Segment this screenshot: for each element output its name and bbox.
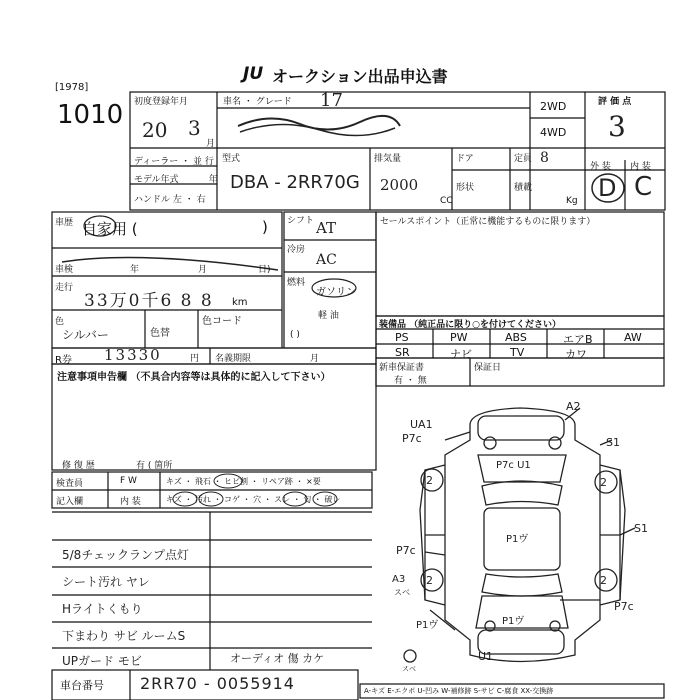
- audio-note: オーディオ 傷 カケ: [230, 652, 325, 665]
- cc-unit: CC: [440, 196, 453, 206]
- repair-label: 修 復 歴: [62, 461, 95, 471]
- grade-label: 評 価 点: [598, 97, 632, 107]
- color-value: シルバー: [62, 328, 109, 342]
- mark-a3: A3: [392, 574, 406, 585]
- model-year-label: モデル年式 年: [134, 175, 218, 185]
- inspection-label: 車検: [55, 265, 74, 275]
- exterior-label: 外 装: [590, 162, 611, 172]
- checker-int: 内 装: [120, 497, 141, 507]
- displacement-label: 排気量: [374, 154, 402, 164]
- first-reg-year: 20: [142, 118, 168, 142]
- equip-sr: SR: [395, 346, 410, 359]
- mark-p7c-left: P7c: [396, 544, 416, 557]
- mark-wheel-rl: 2: [426, 574, 433, 587]
- interior-label: 内 装: [630, 162, 651, 172]
- equip-abs: ABS: [505, 331, 527, 344]
- warranty-value: 有 ・ 無: [394, 376, 427, 386]
- shape-label: 形状: [456, 183, 475, 193]
- shift-value: AT: [316, 219, 337, 237]
- diesel-label: 軽 油: [318, 311, 339, 321]
- mark-wheel-fr: 2: [600, 476, 607, 489]
- equipment-label: 装備品 （純正品に限り○を付けてください）: [379, 320, 561, 330]
- history-value: 自家用 (: [82, 220, 138, 238]
- fuel-value: ガソリン: [316, 287, 356, 298]
- mark-p1-c: P1ヴ: [416, 620, 439, 631]
- equip-leather: カワ: [565, 348, 587, 361]
- dealer-label: ディーラー ・ 並 行: [134, 157, 214, 167]
- interior-value: C: [634, 172, 653, 202]
- equip-tv: TV: [510, 346, 525, 359]
- damage-legend: A-キズ E-エクボ U-凹み W-補修跡 S-サビ C-腐食 XX-交換跡: [364, 687, 554, 695]
- note-line-4: 下まわり サビ ルームS: [62, 629, 186, 643]
- mark-ua1: UA1: [410, 418, 433, 431]
- deadline-label: 名義期限: [215, 354, 252, 364]
- type-label: 型式: [222, 154, 241, 164]
- mark-p7c-right: P7c: [614, 600, 634, 613]
- door-label: ドア: [456, 154, 474, 164]
- fuel-paren: ( ): [290, 330, 300, 340]
- mark-p1-a: P1ヴ: [506, 534, 529, 545]
- inspection-month-unit: 月: [198, 265, 208, 275]
- car-name-label: 車名 ・ グレード: [223, 97, 292, 107]
- type-value: DBA - 2RR70G: [230, 172, 360, 193]
- note-line-2: シート汚れ ヤレ: [62, 575, 150, 589]
- checker-fw: F W: [120, 476, 137, 486]
- mark-p7c-top: P7c: [402, 432, 422, 445]
- mileage-unit: km: [232, 297, 248, 308]
- color-change-label: 色替: [150, 328, 170, 339]
- aircon-value: AC: [316, 252, 337, 268]
- displacement-value: 2000: [380, 176, 419, 194]
- car-name-value: 17: [320, 90, 343, 111]
- capacity-value: 8: [540, 150, 549, 166]
- notes-label: 注意事項申告欄 （不具合内容等は具体的に記入して下さい）: [57, 372, 331, 383]
- recycle-label: R券: [55, 355, 72, 366]
- checker-label-2: 記入欄: [56, 497, 84, 507]
- color-label: 色: [55, 317, 65, 327]
- drive-4wd: 4WD: [540, 126, 567, 139]
- shift-label: シフト: [287, 216, 315, 226]
- equip-aw: AW: [624, 331, 642, 344]
- equip-airbag: エアB: [563, 333, 593, 346]
- warranty-label: 新車保証書: [379, 363, 425, 373]
- month-unit: 月: [206, 139, 216, 149]
- grade-value: 3: [608, 110, 626, 143]
- kg-unit: Kg: [566, 196, 578, 206]
- capacity-label: 定員: [514, 154, 533, 164]
- mark-s1-a: S1: [606, 436, 620, 449]
- load-label: 積載: [514, 183, 533, 193]
- history-label: 車歴: [55, 218, 74, 228]
- recycle-value: 13330: [104, 346, 162, 364]
- chassis-value: 2RR70 - 0055914: [140, 674, 295, 693]
- aircon-label: 冷房: [287, 245, 306, 255]
- sales-point-label: セールスポイント（正常に機能するものに限ります）: [380, 217, 596, 227]
- mark-wheel-fl: 2: [426, 474, 433, 487]
- mark-s1-b: S1: [634, 522, 648, 535]
- form-title: オークション出品申込書: [272, 67, 448, 86]
- inspection-year-unit: 年: [130, 265, 140, 275]
- chassis-label: 車台番号: [60, 679, 104, 692]
- handle-label: ハンドル 左 ・ 右: [134, 195, 206, 205]
- mark-wheel-rr: 2: [600, 574, 607, 587]
- first-reg-month: 3: [188, 116, 201, 140]
- checker-int-items: キズ ・ 汚れ ・ コゲ ・ 穴 ・ スレ ・ 匂 ・ 破レ: [166, 495, 341, 504]
- equip-navi: ナビ: [450, 348, 472, 361]
- first-reg-label: 初度登録年月: [134, 97, 189, 107]
- equip-pw: PW: [450, 331, 468, 344]
- recycle-yen: 円: [190, 354, 200, 364]
- repair-value: 有 ( 箇所: [136, 461, 173, 471]
- year-tag: [1978]: [55, 82, 89, 93]
- checker-fw-items: キズ ・ 飛石 ・ ヒビ割 ・ リペア跡 ・ ×要: [166, 477, 321, 486]
- history-close: ): [262, 218, 268, 236]
- exterior-value: D: [598, 174, 617, 202]
- lot-number: 1010: [57, 100, 124, 130]
- note-line-5: UPガード モビ: [62, 654, 142, 668]
- mark-p1-b: P1ヴ: [502, 616, 525, 627]
- mark-p7c-roof: P7c U1: [496, 460, 531, 471]
- equip-ps: PS: [395, 331, 409, 344]
- color-code-label: 色コード: [202, 316, 242, 327]
- deadline-month-unit: 月: [310, 354, 320, 364]
- mileage-label: 走行: [55, 283, 74, 293]
- note-line-3: Hライトくもり: [62, 602, 143, 616]
- inspection-day-unit: 日): [258, 265, 271, 275]
- fuel-label: 燃料: [287, 278, 306, 288]
- mark-sube: スベ: [394, 588, 410, 597]
- mark-a2: A2: [566, 400, 581, 413]
- ju-logo: JU: [243, 64, 264, 84]
- mileage-value: 33万0千6 8 8: [84, 291, 214, 311]
- drive-2wd: 2WD: [540, 100, 567, 113]
- mark-sube-2: スベ: [402, 665, 416, 673]
- mark-u1: U1: [478, 650, 494, 663]
- checker-label-1: 検査員: [56, 479, 84, 489]
- note-line-1: 5/8チェックランプ点灯: [62, 548, 189, 562]
- warranty-date-label: 保証日: [474, 363, 502, 373]
